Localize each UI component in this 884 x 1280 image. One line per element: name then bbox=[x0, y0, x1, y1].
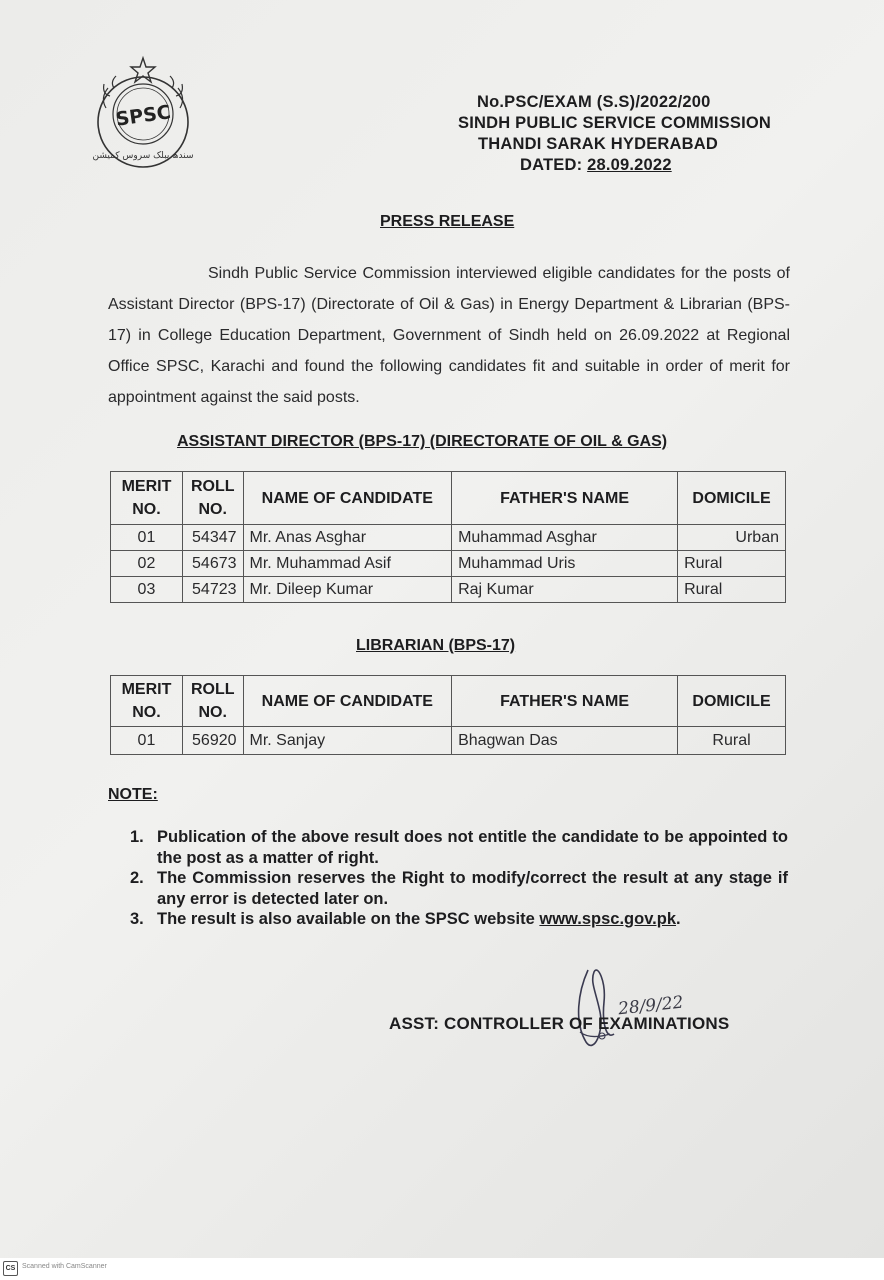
list-item bbox=[130, 827, 788, 868]
note-text-prefix: The result is also available on the SPSC website bbox=[157, 910, 535, 928]
page-title: PRESS RELEASE bbox=[380, 213, 515, 230]
domicile-cell: Rural bbox=[678, 727, 786, 755]
table-row bbox=[111, 577, 786, 603]
section-heading-assistant-director: ASSISTANT DIRECTOR (BPS-17) (DIRECTORATE OF OIL & GAS) bbox=[177, 433, 668, 450]
candidate-name-cell: Mr. Anas Asghar bbox=[243, 525, 452, 551]
note-text-suffix: . bbox=[676, 910, 681, 928]
note-number: 1. bbox=[130, 828, 144, 846]
candidate-name-cell: Mr. Sanjay bbox=[243, 727, 452, 755]
scanner-footer-bar bbox=[0, 1258, 884, 1280]
candidate-name-cell: Mr. Muhammad Asif bbox=[243, 551, 452, 577]
candidate-name-cell: Mr. Dileep Kumar bbox=[243, 577, 452, 603]
domicile-cell: Rural bbox=[678, 551, 786, 577]
table-row bbox=[111, 551, 786, 577]
librarian-merit-table bbox=[110, 675, 786, 755]
roll-cell: 54673 bbox=[182, 551, 243, 577]
table-row bbox=[111, 525, 786, 551]
organization-name: SINDH PUBLIC SERVICE COMMISSION bbox=[458, 114, 772, 132]
note-text: Publication of the above result does not entitle the candidate to be appointed to the post as a matter of right. bbox=[157, 828, 788, 867]
column-header-domicile: DOMICILE bbox=[678, 472, 786, 525]
column-header-name: NAME OF CANDIDATE bbox=[243, 472, 452, 525]
table-row bbox=[111, 727, 786, 755]
document-date bbox=[456, 155, 816, 176]
reference-number: No.PSC/EXAM (S.S)/2022/200 bbox=[477, 93, 711, 111]
table-header-row bbox=[111, 472, 786, 525]
domicile-cell: Rural bbox=[678, 577, 786, 603]
signatory-designation: ASST: CONTROLLER OF EXAMINATIONS bbox=[389, 1014, 730, 1033]
body-paragraph: Sindh Public Service Commission interviewed eligible candidates for the posts of Assistant Director (BPS-17) (Directorate of Oil & Gas) in Energy Department & Librarian (BPS-17) in College Education Department, Government of Sindh held on 26.09.2022 at Regional Office SPSC, Karachi and found the following candidates fit and suitable in order of merit for appointment against the said posts. bbox=[108, 265, 790, 406]
signature-date: 28/9/22 bbox=[617, 992, 685, 1020]
date-label: DATED: bbox=[520, 156, 583, 174]
website-link[interactable]: www.spsc.gov.pk bbox=[539, 910, 677, 928]
section-heading-librarian: LIBRARIAN (BPS-17) bbox=[356, 637, 516, 654]
roll-cell: 56920 bbox=[182, 727, 243, 755]
spsc-seal-logo bbox=[88, 52, 198, 172]
merit-cell: 03 bbox=[111, 577, 183, 603]
merit-cell: 01 bbox=[111, 727, 183, 755]
organization-address: THANDI SARAK HYDERABAD bbox=[478, 135, 718, 153]
note-number: 2. bbox=[130, 869, 144, 887]
roll-cell: 54347 bbox=[182, 525, 243, 551]
father-name-cell: Raj Kumar bbox=[452, 577, 678, 603]
column-header-father: FATHER'S NAME bbox=[452, 472, 678, 525]
column-header-merit: MERIT NO. bbox=[111, 472, 183, 525]
camscanner-logo-icon: CS bbox=[3, 1261, 18, 1276]
list-item bbox=[130, 868, 788, 909]
note-text bbox=[157, 909, 788, 930]
roll-cell: 54723 bbox=[182, 577, 243, 603]
merit-cell: 02 bbox=[111, 551, 183, 577]
note-number: 3. bbox=[130, 910, 144, 928]
column-header-roll: ROLL NO. bbox=[182, 676, 243, 727]
column-header-merit: MERIT NO. bbox=[111, 676, 183, 727]
date-value: 28.09.2022 bbox=[587, 156, 672, 174]
letter-header bbox=[456, 92, 816, 176]
father-name-cell: Bhagwan Das bbox=[452, 727, 678, 755]
column-header-roll: ROLL NO. bbox=[182, 472, 243, 525]
note-text: The Commission reserves the Right to modify/correct the result at any stage if any error is detected later on. bbox=[157, 869, 788, 908]
scanner-watermark-text: Scanned with CamScanner bbox=[22, 1263, 107, 1270]
column-header-name: NAME OF CANDIDATE bbox=[243, 676, 452, 727]
domicile-cell: Urban bbox=[678, 525, 786, 551]
press-release-body bbox=[108, 258, 790, 413]
father-name-cell: Muhammad Uris bbox=[452, 551, 678, 577]
list-item bbox=[130, 909, 788, 930]
father-name-cell: Muhammad Asghar bbox=[452, 525, 678, 551]
column-header-father: FATHER'S NAME bbox=[452, 676, 678, 727]
note-heading: NOTE: bbox=[108, 786, 158, 803]
seal-emblem-text: SPSC bbox=[114, 101, 173, 131]
merit-cell: 01 bbox=[111, 525, 183, 551]
assistant-director-merit-table bbox=[110, 471, 786, 603]
table-header-row bbox=[111, 676, 786, 727]
seal-script-text: سندھ پبلک سروس کمیشن bbox=[92, 151, 194, 161]
note-list bbox=[130, 827, 788, 930]
column-header-domicile: DOMICILE bbox=[678, 676, 786, 727]
